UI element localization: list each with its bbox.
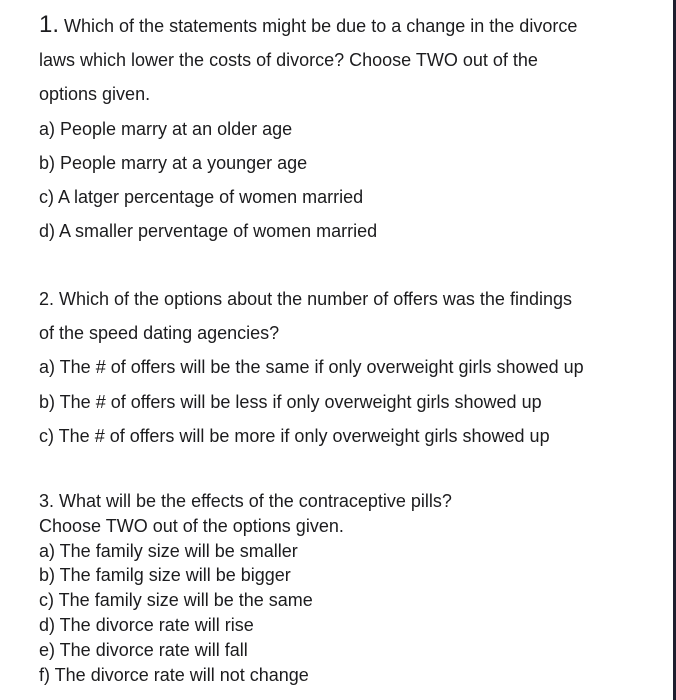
question-3-text-line: Choose TWO out of the options given. (39, 515, 344, 536)
question-1-text-line: laws which lower the costs of divorce? Choose TWO out of the (39, 50, 538, 71)
question-2-option-c: c) The # of offers will be more if only overweight girls showed up (39, 425, 550, 446)
question-1-number: 1. (39, 11, 60, 38)
question-1-text-line: options given. (39, 84, 151, 105)
question-3-text-line: 3. What will be the effects of the contraceptive pills? (39, 491, 452, 511)
question-2-text-line: 2. Which of the options about the number of offers was the findings (39, 289, 572, 309)
question-2-text-line: of the speed dating agencies? (39, 323, 280, 344)
question-1-text-line (39, 8, 669, 43)
question-3-option-c: c) The family size will be the same (39, 590, 313, 611)
question-1-option-a: a) People marry at an older age (39, 118, 293, 139)
question-3 (39, 489, 669, 687)
question-1-option-d: d) A smaller perventage of women married (39, 221, 378, 242)
question-1-option-c: c) A latger percentage of women married (39, 187, 364, 208)
question-1-text: Which of the statements might be due to a change in the divorce (64, 16, 578, 36)
question-3-option-f: f) The divorce rate will not change (39, 664, 309, 685)
question-2 (39, 282, 669, 453)
question-1 (39, 8, 669, 248)
question-2-option-b: b) The # of offers will be less if only overweight girls showed up (39, 391, 542, 412)
question-3-option-b: b) The familg size will be bigger (39, 565, 291, 586)
question-3-option-e: e) The divorce rate will fall (39, 639, 248, 660)
question-3-option-a: a) The family size will be smaller (39, 540, 298, 561)
question-2-option-a: a) The # of offers will be the same if only overweight girls showed up (39, 357, 584, 378)
question-1-option-b: b) People marry at a younger age (39, 152, 308, 173)
question-3-option-d: d) The divorce rate will rise (39, 614, 254, 635)
